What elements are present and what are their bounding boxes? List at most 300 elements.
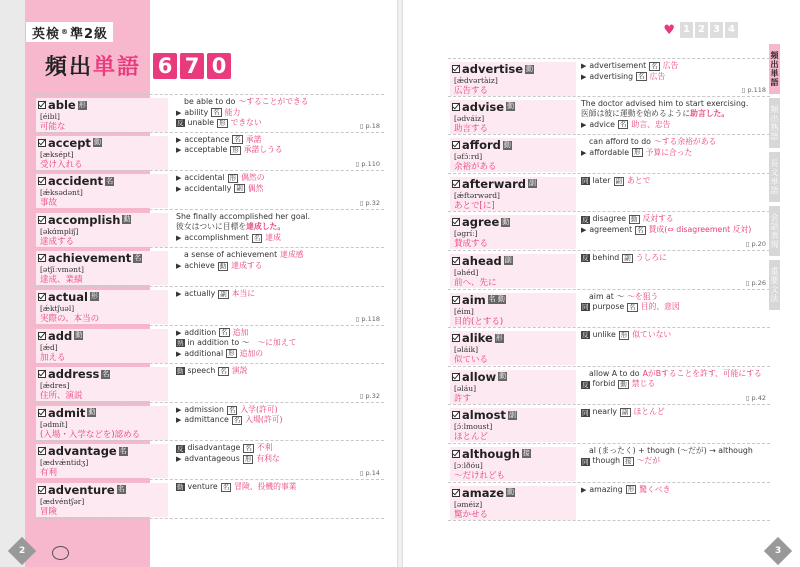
related-word: agreement — [589, 224, 633, 234]
arrow-icon: ▶ — [176, 146, 182, 155]
related-word: advice — [589, 119, 615, 129]
headword: accept — [48, 135, 91, 150]
highlighted-translation: 助言した。 — [690, 109, 730, 119]
part-of-speech-badge: 形 — [90, 292, 98, 301]
related-meaning: できない — [230, 118, 262, 127]
related-meaning: 驚くべき — [639, 484, 671, 494]
relation-badge: 動 — [177, 483, 184, 492]
detail-line — [176, 443, 384, 454]
meaning: 〜だけれども — [454, 470, 506, 481]
related-word: affordable — [589, 147, 630, 157]
related-word: admittance — [184, 415, 229, 425]
word-class-badge: 名 — [638, 72, 645, 81]
relation-badge: 同 — [582, 303, 589, 312]
headword-line — [36, 290, 168, 304]
part-of-speech-badge: 動 — [507, 102, 515, 111]
word-class-badge: 形 — [620, 330, 628, 339]
part-of-speech-badge: 形 — [78, 100, 86, 109]
checkbox-icon[interactable] — [38, 486, 46, 494]
word-list-right — [448, 58, 770, 521]
part-of-speech-badge: 動 — [503, 140, 511, 149]
headword-box — [36, 98, 168, 132]
grade-mark: ® — [61, 28, 70, 36]
headword-box — [450, 447, 576, 481]
detail-line — [581, 99, 770, 110]
phrase: be able to do — [184, 97, 236, 106]
grade-text: 英検 — [32, 26, 61, 42]
book-icon: ▯ — [355, 160, 362, 169]
related-meaning: 広告 — [662, 61, 679, 70]
checkbox-icon[interactable] — [38, 101, 46, 109]
related-meaning: 〜だが — [636, 456, 660, 466]
headword-box — [450, 215, 576, 249]
related-meaning: 入場(許可) — [245, 415, 283, 425]
word-entry — [34, 171, 384, 210]
checkbox-icon[interactable] — [38, 139, 46, 147]
related-meaning: 偶然 — [247, 183, 264, 193]
entry-details — [581, 214, 770, 235]
relation-badge: 反 — [177, 119, 184, 128]
book-icon: ▯ — [745, 278, 752, 287]
detail-line — [581, 176, 770, 187]
checkbox-icon[interactable] — [38, 177, 46, 185]
part-of-speech-badge: 接 — [522, 449, 530, 458]
headword-box — [36, 174, 168, 208]
detail-line — [176, 482, 384, 493]
part-of-speech-badge: 形 — [495, 333, 503, 342]
checkbox-icon[interactable] — [38, 216, 46, 224]
detail-line — [176, 338, 384, 349]
word-entry — [448, 97, 770, 136]
checkbox-icon[interactable] — [452, 411, 460, 419]
headword-box — [36, 290, 168, 324]
related-word: accidental — [184, 173, 225, 183]
pronunciation: [ǽd] — [40, 342, 58, 352]
detail-line — [581, 330, 770, 341]
tab-conversation[interactable]: 会話表現 — [769, 206, 780, 256]
meaning: 助言する — [454, 123, 489, 134]
related-meaning: 禁じる — [631, 379, 656, 389]
related-meaning: 不利 — [256, 443, 273, 453]
example-translation: 彼女はついに目標を — [176, 222, 247, 232]
related-word: actually — [184, 288, 216, 298]
checkbox-icon[interactable] — [452, 141, 460, 149]
page-reference — [746, 279, 766, 287]
meaning: 目的(とする) — [454, 316, 504, 327]
word-entry — [34, 287, 384, 326]
phrase-meaning: AがBすることを許す、可能にする — [642, 368, 762, 378]
headword-line — [450, 177, 576, 191]
related-meaning: 〜に加えて — [257, 338, 297, 348]
word-entry — [34, 403, 384, 442]
pronunciation: [æksépt] — [40, 149, 74, 159]
phrase: a sense of achievement — [184, 250, 278, 260]
entry-details — [176, 97, 384, 129]
headword-line — [36, 329, 168, 343]
book-icon: ▯ — [745, 394, 752, 403]
phrase: aim at 〜 — [589, 291, 625, 301]
part-of-speech-badge: 名 — [134, 253, 142, 262]
detail-line — [176, 233, 384, 244]
headword: advise — [462, 99, 505, 114]
arrow-icon: ▶ — [176, 184, 182, 193]
related-meaning: 入学(許可) — [240, 404, 278, 414]
detail-line — [176, 108, 384, 119]
headword: afford — [462, 138, 501, 153]
checkbox-icon[interactable] — [38, 293, 46, 301]
headword-line — [36, 213, 168, 227]
word-class-badge: 名 — [213, 108, 220, 117]
part-of-speech-badge: 副 — [529, 179, 537, 188]
word-class-badge: 動 — [219, 261, 227, 270]
meaning: 広告する — [454, 86, 489, 96]
checkbox-icon[interactable] — [452, 180, 460, 188]
word-entry — [448, 328, 770, 367]
reference-text: p.42 — [751, 394, 766, 403]
word-class-badge: 形 — [228, 349, 235, 358]
part-of-speech-badge: 動 — [502, 217, 510, 226]
related-word: accidentally — [184, 183, 232, 193]
word-entry — [448, 444, 770, 483]
checkbox-icon[interactable] — [38, 447, 46, 455]
related-meaning: うしろに — [635, 252, 667, 262]
edge-strip — [0, 0, 25, 567]
headword-line — [450, 293, 576, 307]
word-class-badge: 形 — [244, 454, 252, 463]
related-word: admission — [184, 404, 224, 414]
detail-line — [581, 61, 770, 72]
title-part-2: 単語 — [93, 55, 142, 80]
section-indicator — [663, 22, 738, 38]
related-meaning: 追加の — [239, 348, 264, 358]
detail-line — [581, 407, 770, 418]
pronunciation: [əgríː] — [454, 229, 478, 239]
related-word: forbid — [592, 379, 616, 389]
headword-line — [450, 370, 576, 384]
book-icon: ▯ — [359, 198, 366, 207]
title-digit: 0 — [207, 53, 231, 79]
headword-line — [36, 444, 168, 458]
detail-line — [176, 261, 384, 272]
word-class-badge: 接 — [625, 457, 632, 466]
word-entry — [448, 367, 770, 406]
related-meaning: 反対する — [642, 214, 674, 224]
relation-badge: 熟 — [177, 339, 184, 348]
word-list-left — [34, 94, 384, 519]
headword: accomplish — [48, 212, 121, 227]
arrow-icon: ▶ — [176, 328, 182, 337]
headword-box — [36, 213, 168, 247]
arrow-icon: ▶ — [581, 120, 587, 129]
pronunciation: [éibl] — [40, 112, 60, 121]
checkbox-icon[interactable] — [452, 373, 460, 381]
side-tabs — [769, 44, 800, 314]
word-class-badge: 副 — [615, 176, 623, 185]
related-meaning: 賛成(⇔ disagreement 反対) — [648, 224, 752, 234]
pronunciation: [əhéd] — [454, 267, 479, 277]
related-meaning: ほとんど — [633, 407, 665, 417]
tab-frequent-idioms[interactable]: 頻出熟語 — [769, 98, 780, 148]
word-class-badge: 名 — [233, 416, 241, 424]
headword-box — [450, 486, 576, 520]
meaning: 住所、演説 — [40, 391, 83, 402]
word-class-badge: 形 — [634, 148, 641, 157]
word-entry — [448, 290, 770, 329]
tab-frequent-words[interactable]: 頻出単語 — [769, 44, 780, 94]
headword-line — [36, 98, 168, 112]
reference-text: p.20 — [751, 239, 766, 248]
tab-passage-words[interactable]: 長文単語 — [769, 152, 780, 202]
headword: advantage — [48, 444, 117, 459]
word-class-badge: 動 — [631, 215, 638, 224]
headword-box — [450, 62, 576, 96]
checkbox-icon[interactable] — [38, 370, 46, 378]
pronunciation: [ǽdvərtàiz] — [454, 76, 498, 85]
page-reference — [360, 122, 380, 130]
phrase-meaning: 〜する余裕がある — [653, 137, 717, 147]
related-word: addition — [184, 327, 217, 337]
example-sentence: The doctor advised him to start exercising. — [581, 98, 749, 108]
headword: able — [48, 98, 76, 112]
highlighted-translation: 達成した。 — [246, 222, 286, 232]
word-class-badge: 名 — [253, 233, 261, 242]
part-of-speech-badge: 動 — [93, 138, 101, 147]
detail-line — [581, 225, 770, 236]
pronunciation: [ədmít] — [40, 419, 68, 429]
headword: amaze — [462, 485, 504, 500]
related-meaning: 承諾 — [245, 134, 262, 144]
page-reference — [360, 469, 380, 477]
related-word: additional — [184, 348, 224, 358]
page-reference — [746, 394, 766, 402]
entry-details — [581, 292, 770, 313]
page-number-text: 2 — [18, 545, 26, 556]
phrase-meaning: 達成感 — [280, 250, 304, 260]
headword: admit — [48, 405, 86, 420]
word-class-badge: 名 — [629, 302, 636, 311]
related-meaning: 本当に — [231, 288, 256, 298]
part-of-speech-badge: 名 — [106, 176, 114, 185]
checkbox-icon[interactable] — [38, 332, 46, 340]
checkbox-icon[interactable] — [452, 489, 460, 497]
detail-line — [176, 145, 384, 156]
headword-box — [450, 254, 576, 288]
checkbox-icon[interactable] — [38, 254, 46, 262]
detail-line — [176, 366, 384, 377]
pronunciation: [ædvéntʃər] — [40, 496, 85, 506]
detail-line — [581, 214, 770, 225]
part-of-speech-badge: 名 — [119, 446, 127, 455]
word-entry — [448, 212, 770, 251]
word-entry — [448, 174, 770, 213]
meaning: 可能な — [40, 122, 66, 132]
word-class-badge: 名 — [651, 61, 658, 70]
related-meaning: 予算に合った — [645, 147, 693, 157]
detail-line — [176, 405, 384, 416]
detail-line — [176, 173, 384, 184]
detail-line — [581, 292, 770, 303]
pronunciation: [ǽdres] — [40, 381, 70, 391]
word-class-badge: 形 — [232, 145, 239, 154]
headword: although — [462, 446, 520, 461]
entry-details — [176, 250, 384, 271]
arrow-icon: ▶ — [176, 405, 182, 414]
book-icon: ▯ — [745, 239, 752, 248]
checkbox-icon[interactable] — [452, 450, 460, 458]
phrase-meaning: 〜を狙う — [627, 291, 659, 301]
headword-box — [450, 331, 576, 365]
word-class-badge: 名 — [221, 328, 228, 337]
related-word: in addition to 〜 — [187, 338, 250, 348]
headword-box — [450, 408, 576, 442]
section-number[interactable]: 4 — [725, 22, 738, 38]
relation-badge: 同 — [582, 408, 589, 417]
entry-details — [581, 369, 770, 390]
part-of-speech-badge: 動 — [526, 64, 534, 73]
phrase: allow A to do — [589, 368, 640, 378]
arrow-icon: ▶ — [581, 148, 587, 157]
headword-line — [450, 447, 576, 461]
checkbox-icon[interactable] — [452, 257, 460, 265]
pronunciation: [ædvǽntidʒ] — [40, 458, 89, 468]
word-class-badge: 名 — [228, 405, 236, 414]
headword-box — [450, 138, 576, 172]
related-word: ability — [184, 107, 209, 117]
related-word: amazing — [589, 484, 623, 494]
section-number[interactable]: 2 — [695, 22, 708, 38]
related-word: though — [592, 456, 621, 466]
book-icon: ▯ — [359, 121, 366, 130]
pronunciation: [ɔːlðóu] — [454, 460, 483, 470]
grade-level: 準2級 — [70, 26, 109, 42]
part-of-speech-badge: 副 — [504, 256, 512, 265]
arrow-icon: ▶ — [581, 72, 587, 81]
detail-line — [581, 72, 770, 83]
part-of-speech-badge: 動 — [75, 331, 83, 340]
headword-box — [36, 483, 168, 517]
detail-line — [581, 120, 770, 131]
entry-details — [581, 61, 770, 82]
reference-text: p.26 — [751, 278, 766, 287]
headword-line — [36, 251, 168, 265]
pronunciation: [ədváiz] — [454, 113, 485, 123]
word-entry — [34, 248, 384, 287]
detail-line — [176, 135, 384, 146]
reference-text: p.110 — [361, 160, 380, 169]
word-class-badge: 副 — [220, 289, 227, 298]
arrow-icon: ▶ — [176, 416, 182, 425]
headword-line — [450, 138, 576, 152]
pronunciation: [əláik] — [454, 345, 479, 355]
arrow-icon: ▶ — [176, 108, 182, 117]
entry-details — [176, 173, 384, 194]
entry-details — [176, 328, 384, 360]
checkbox-icon[interactable] — [452, 218, 460, 226]
word-entry — [34, 94, 384, 133]
related-word: nearly — [592, 407, 618, 417]
related-meaning: 承諾しうる — [243, 145, 283, 155]
headword-box — [36, 251, 168, 285]
meaning: 冒険 — [40, 506, 58, 517]
meaning: 事故 — [40, 198, 58, 209]
related-word: behind — [592, 252, 620, 262]
pronunciation: [éim] — [454, 306, 474, 316]
section-number[interactable]: 3 — [710, 22, 723, 38]
detail-line — [176, 222, 384, 233]
word-entry — [448, 483, 770, 522]
part-of-speech-badge: 副 — [508, 410, 516, 419]
meaning: 許す — [454, 393, 472, 404]
meaning: ほとんど — [454, 432, 489, 443]
word-entry — [448, 251, 770, 290]
tab-grammar[interactable]: 重要文法 — [769, 260, 780, 310]
detail-line — [581, 379, 770, 390]
checkbox-icon[interactable] — [452, 65, 460, 73]
checkbox-icon[interactable] — [452, 334, 460, 342]
checkbox-icon[interactable] — [452, 103, 460, 111]
relation-badge: 同 — [582, 177, 589, 186]
entry-details — [581, 330, 770, 341]
entry-details — [176, 212, 384, 244]
entry-details — [176, 482, 384, 493]
section-number[interactable]: 1 — [680, 22, 693, 38]
entry-details — [581, 407, 770, 418]
word-class-badge: 副 — [622, 408, 629, 417]
headword: almost — [462, 408, 506, 423]
arrow-icon: ▶ — [176, 454, 182, 463]
related-word: advantageous — [184, 453, 240, 463]
word-class-badge: 名 — [619, 120, 627, 129]
arrow-icon: ▶ — [581, 62, 587, 70]
book-icon: ▯ — [359, 468, 366, 477]
headword-line — [450, 408, 576, 422]
headword-line — [36, 367, 168, 381]
related-meaning: 達成する — [231, 260, 263, 270]
detail-line — [581, 137, 770, 148]
word-entry — [448, 405, 770, 444]
entry-details — [176, 443, 384, 464]
meaning: 前へ、先に — [454, 277, 497, 288]
headword-line — [450, 100, 576, 114]
meaning: 実際の、本当の — [40, 313, 100, 324]
word-class-badge: 動 — [620, 380, 627, 388]
page-title — [45, 50, 231, 81]
checkbox-icon[interactable] — [452, 296, 460, 304]
relation-badge: 反 — [177, 444, 184, 453]
headword-box — [36, 367, 168, 401]
headword-line — [36, 136, 168, 150]
headword: ahead — [462, 253, 502, 268]
headword: advertise — [462, 62, 524, 76]
word-class-badge: 名 — [220, 366, 227, 375]
headword: agree — [462, 215, 500, 230]
related-word: disadvantage — [187, 443, 241, 453]
word-class-badge: 副 — [624, 253, 631, 262]
arrow-icon: ▶ — [176, 289, 182, 298]
entry-details — [581, 99, 770, 131]
related-word: advertising — [589, 71, 634, 81]
detail-line — [581, 446, 770, 457]
checkbox-icon[interactable] — [38, 409, 46, 417]
headword-line — [450, 331, 576, 345]
entry-details — [581, 176, 770, 187]
title-digit: 7 — [180, 53, 204, 79]
page-reference — [356, 315, 380, 323]
pronunciation: [əfɔ́ːrd] — [454, 152, 483, 162]
entry-details — [176, 135, 384, 156]
headword: address — [48, 367, 100, 382]
left-page — [0, 0, 397, 567]
